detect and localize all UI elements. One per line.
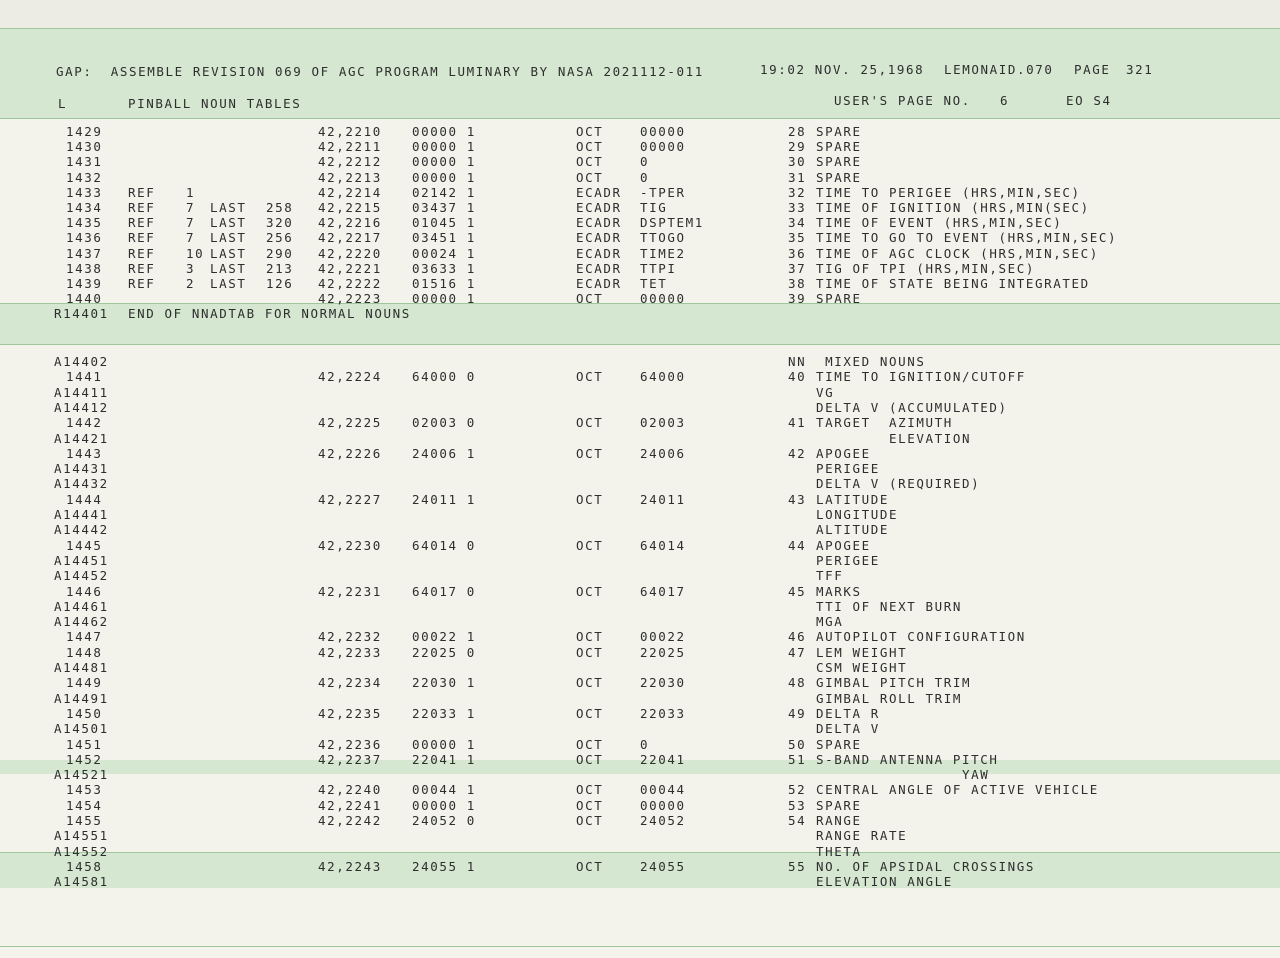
- operand: 22025: [640, 644, 686, 660]
- address: 42,2227: [318, 491, 382, 507]
- page-number: 321: [1126, 62, 1154, 77]
- word-value: 24055 1: [412, 858, 476, 874]
- seq-number: 1434: [66, 200, 103, 215]
- ref-label: REF: [128, 276, 156, 291]
- seq-number: A14431: [54, 461, 109, 477]
- last-number: 320: [266, 215, 294, 231]
- ref-label: REF: [128, 260, 156, 276]
- ref-count: 2: [186, 276, 196, 291]
- ref-label: REF: [128, 184, 156, 200]
- word-value: 03437 1: [412, 200, 476, 215]
- comment: TIME TO GO TO EVENT (HRS,MIN,SEC): [816, 230, 1118, 246]
- comment: TIG OF TPI (HRS,MIN,SEC): [816, 260, 1036, 276]
- word-value: 00024 1: [412, 245, 476, 261]
- comment: YAW: [816, 767, 990, 783]
- comment-number: 39: [788, 291, 807, 307]
- seq-number: A14411: [54, 384, 109, 400]
- word-value: 00000 1: [412, 169, 476, 185]
- seq-number: 1445: [66, 537, 103, 553]
- address: 42,2213: [318, 169, 382, 185]
- comment: TIME TO IGNITION/CUTOFF: [816, 369, 1026, 385]
- opcode: OCT: [576, 369, 604, 385]
- address: 42,2234: [318, 675, 382, 691]
- comment: CENTRAL ANGLE OF ACTIVE VEHICLE: [816, 782, 1099, 798]
- comment-number: 37: [788, 260, 807, 276]
- address: 42,2217: [318, 230, 382, 246]
- seq-number: A14402: [54, 354, 109, 369]
- seq-number: 1438: [66, 260, 103, 276]
- operand: 00022: [640, 629, 686, 645]
- ref-label: REF: [128, 215, 156, 231]
- seq-number: 1452: [66, 751, 103, 767]
- comment-number: 29: [788, 139, 807, 155]
- comment: SPARE: [816, 797, 862, 813]
- operand: 0: [640, 154, 650, 170]
- comment-number: 45: [788, 583, 807, 599]
- comment: THETA: [816, 843, 862, 859]
- operand: 0: [640, 169, 650, 185]
- seq-number: A14421: [54, 430, 109, 446]
- opcode: OCT: [576, 858, 604, 874]
- comment-number: 33: [788, 200, 807, 215]
- last-label: LAST: [210, 260, 247, 276]
- operand: DSPTEM1: [640, 215, 704, 231]
- comment-number: 41: [788, 415, 807, 431]
- operand: 24052: [640, 813, 686, 828]
- operand: 00000: [640, 124, 686, 139]
- opcode: OCT: [576, 154, 604, 170]
- address: 42,2210: [318, 124, 382, 139]
- opcode: ECADR: [576, 276, 622, 291]
- address: 42,2237: [318, 751, 382, 767]
- seq-number: 1443: [66, 445, 103, 461]
- comment: LONGITUDE: [816, 507, 899, 522]
- opcode: OCT: [576, 124, 604, 139]
- seq-number: A14441: [54, 507, 109, 522]
- word-value: 00000 1: [412, 736, 476, 752]
- comment: TIME OF STATE BEING INTEGRATED: [816, 276, 1090, 291]
- operand: 24006: [640, 445, 686, 461]
- address: 42,2231: [318, 583, 382, 599]
- comment-number: NN: [788, 354, 807, 369]
- comment: TTI OF NEXT BURN: [816, 598, 963, 614]
- operand: TIME2: [640, 245, 686, 261]
- seq-number: A14452: [54, 568, 109, 584]
- comment: DELTA V (REQUIRED): [816, 476, 981, 492]
- operand: 24011: [640, 491, 686, 507]
- word-value: 01045 1: [412, 215, 476, 231]
- opcode: ECADR: [576, 184, 622, 200]
- seq-number: A14491: [54, 690, 109, 706]
- rule-line: [0, 28, 1280, 29]
- comment: SPARE: [816, 139, 862, 155]
- comment-number: 38: [788, 276, 807, 291]
- word-value: 64000 0: [412, 369, 476, 385]
- operand: 02003: [640, 415, 686, 431]
- seq-number: 1444: [66, 491, 103, 507]
- word-value: 00000 1: [412, 291, 476, 307]
- comment-number: 49: [788, 705, 807, 721]
- comment: LATITUDE: [816, 491, 890, 507]
- ref-label: END OF NNADTAB FOR NORMAL NOUNS: [128, 306, 411, 321]
- opcode: OCT: [576, 797, 604, 813]
- opcode: OCT: [576, 139, 604, 155]
- last-label: LAST: [210, 230, 247, 246]
- seq-number: A14501: [54, 721, 109, 737]
- address: 42,2236: [318, 736, 382, 752]
- last-number: 213: [266, 260, 294, 276]
- word-value: 24006 1: [412, 445, 476, 461]
- address: 42,2214: [318, 184, 382, 200]
- word-value: 64017 0: [412, 583, 476, 599]
- address: 42,2221: [318, 260, 382, 276]
- seq-number: 1447: [66, 629, 103, 645]
- seq-number: A14461: [54, 598, 109, 614]
- opcode: OCT: [576, 491, 604, 507]
- seq-number: 1441: [66, 369, 103, 385]
- word-value: 22030 1: [412, 675, 476, 691]
- comment: GIMBAL ROLL TRIM: [816, 690, 963, 706]
- seq-number: 1429: [66, 124, 103, 139]
- seq-number: 1436: [66, 230, 103, 246]
- rule-line: [0, 946, 1280, 947]
- rule-line: [0, 852, 1280, 853]
- seq-number: 1450: [66, 705, 103, 721]
- operand: TIG: [640, 200, 668, 215]
- comment-number: 51: [788, 751, 807, 767]
- ref-label: REF: [128, 200, 156, 215]
- comment-number: 55: [788, 858, 807, 874]
- comment: APOGEE: [816, 537, 871, 553]
- listing-name: LEMONAID.070: [944, 62, 1054, 77]
- ref-count: 1: [186, 184, 196, 200]
- line-marker: L: [58, 96, 68, 111]
- seq-number: 1448: [66, 644, 103, 660]
- comment: ELEVATION ANGLE: [816, 874, 953, 890]
- ref-count: 7: [186, 200, 196, 215]
- seq-number: A14412: [54, 399, 109, 415]
- seq-number: A14521: [54, 767, 109, 783]
- comment-number: 53: [788, 797, 807, 813]
- section-title: PINBALL NOUN TABLES: [128, 96, 302, 111]
- opcode: OCT: [576, 629, 604, 645]
- seq-number: 1435: [66, 215, 103, 231]
- operand: 22041: [640, 751, 686, 767]
- seq-number: A14581: [54, 874, 109, 890]
- operand: TTOGO: [640, 230, 686, 246]
- rule-line: [0, 344, 1280, 345]
- comment: DELTA V (ACCUMULATED): [816, 399, 1008, 415]
- operand: 00000: [640, 797, 686, 813]
- comment: RANGE RATE: [816, 828, 908, 844]
- comment: MARKS: [816, 583, 862, 599]
- last-label: LAST: [210, 215, 247, 231]
- seq-number: 1442: [66, 415, 103, 431]
- opcode: OCT: [576, 291, 604, 307]
- user-page-label: USER'S PAGE NO.: [834, 93, 971, 108]
- word-value: 02142 1: [412, 184, 476, 200]
- operand: TET: [640, 276, 668, 291]
- ref-count: 7: [186, 230, 196, 246]
- opcode: OCT: [576, 583, 604, 599]
- word-value: 24011 1: [412, 491, 476, 507]
- address: 42,2243: [318, 858, 382, 874]
- last-number: 290: [266, 245, 294, 261]
- last-number: 258: [266, 200, 294, 215]
- operand: TTPI: [640, 260, 677, 276]
- opcode: ECADR: [576, 230, 622, 246]
- comment-number: 32: [788, 184, 807, 200]
- word-value: 00000 1: [412, 124, 476, 139]
- opcode: ECADR: [576, 245, 622, 261]
- comment: DELTA V: [816, 721, 880, 737]
- comment: AUTOPILOT CONFIGURATION: [816, 629, 1026, 645]
- seq-number: 1437: [66, 245, 103, 261]
- last-number: 126: [266, 276, 294, 291]
- comment-number: 42: [788, 445, 807, 461]
- operand: 24055: [640, 858, 686, 874]
- word-value: 22033 1: [412, 705, 476, 721]
- comment-number: 40: [788, 369, 807, 385]
- operand: -TPER: [640, 184, 686, 200]
- opcode: ECADR: [576, 200, 622, 215]
- address: 42,2225: [318, 415, 382, 431]
- comment-number: 44: [788, 537, 807, 553]
- listing-timestamp: 19:02 NOV. 25,1968: [760, 62, 925, 77]
- opcode: OCT: [576, 445, 604, 461]
- word-value: 00044 1: [412, 782, 476, 798]
- comment: NO. OF APSIDAL CROSSINGS: [816, 858, 1036, 874]
- seq-number: 1446: [66, 583, 103, 599]
- seq-number: 1458: [66, 858, 103, 874]
- word-value: 64014 0: [412, 537, 476, 553]
- word-value: 24052 0: [412, 813, 476, 828]
- word-value: 02003 0: [412, 415, 476, 431]
- comment: SPARE: [816, 169, 862, 185]
- opcode: OCT: [576, 782, 604, 798]
- comment-number: 28: [788, 124, 807, 139]
- user-page-number: 6: [1000, 93, 1010, 108]
- ref-count: 3: [186, 260, 196, 276]
- comment: PERIGEE: [816, 552, 880, 568]
- comment-number: 43: [788, 491, 807, 507]
- seq-number: A14432: [54, 476, 109, 492]
- comment: SPARE: [816, 736, 862, 752]
- address: 42,2211: [318, 139, 382, 155]
- operand: 64017: [640, 583, 686, 599]
- ref-label: REF: [128, 245, 156, 261]
- seq-number: 1449: [66, 675, 103, 691]
- word-value: 00000 1: [412, 797, 476, 813]
- comment: MIXED NOUNS: [816, 354, 926, 369]
- word-value: 00000 1: [412, 139, 476, 155]
- seq-number: 1433: [66, 184, 103, 200]
- opcode: OCT: [576, 675, 604, 691]
- comment: MGA: [816, 614, 844, 630]
- comment-number: 47: [788, 644, 807, 660]
- comment: RANGE: [816, 813, 862, 828]
- last-number: 256: [266, 230, 294, 246]
- seq-number: 1454: [66, 797, 103, 813]
- opcode: OCT: [576, 415, 604, 431]
- seq-number: 1451: [66, 736, 103, 752]
- seq-number: 1431: [66, 154, 103, 170]
- operand: 64014: [640, 537, 686, 553]
- listing-title: GAP: ASSEMBLE REVISION 069 OF AGC PROGRAM LUMINARY BY NASA 2021112-011: [56, 64, 704, 79]
- opcode: OCT: [576, 751, 604, 767]
- address: 42,2226: [318, 445, 382, 461]
- operand: 00044: [640, 782, 686, 798]
- comment: PERIGEE: [816, 461, 880, 477]
- operand: 64000: [640, 369, 686, 385]
- address: 42,2212: [318, 154, 382, 170]
- last-label: LAST: [210, 276, 247, 291]
- comment: SPARE: [816, 291, 862, 307]
- comment: ALTITUDE: [816, 522, 890, 538]
- comment: TIME TO PERIGEE (HRS,MIN,SEC): [816, 184, 1081, 200]
- comment: APOGEE: [816, 445, 871, 461]
- page-top-edge: [0, 0, 1280, 28]
- opcode: OCT: [576, 813, 604, 828]
- comment: TIME OF AGC CLOCK (HRS,MIN,SEC): [816, 245, 1099, 261]
- seq-number: 1455: [66, 813, 103, 828]
- word-value: 03451 1: [412, 230, 476, 246]
- operand: 00000: [640, 139, 686, 155]
- comment: VG: [816, 384, 835, 400]
- comment: LEM WEIGHT: [816, 644, 908, 660]
- operand: 22033: [640, 705, 686, 721]
- comment: S-BAND ANTENNA PITCH: [816, 751, 999, 767]
- opcode: OCT: [576, 537, 604, 553]
- comment-number: 46: [788, 629, 807, 645]
- opcode: ECADR: [576, 215, 622, 231]
- opcode: OCT: [576, 736, 604, 752]
- comment: SPARE: [816, 124, 862, 139]
- opcode: ECADR: [576, 260, 622, 276]
- comment: TIME OF EVENT (HRS,MIN,SEC): [816, 215, 1063, 231]
- comment: DELTA R: [816, 705, 880, 721]
- address: 42,2223: [318, 291, 382, 307]
- address: 42,2235: [318, 705, 382, 721]
- address: 42,2224: [318, 369, 382, 385]
- opcode: OCT: [576, 705, 604, 721]
- word-value: 03633 1: [412, 260, 476, 276]
- comment-number: 54: [788, 813, 807, 828]
- seq-number: 1432: [66, 169, 103, 185]
- seq-number: A14481: [54, 660, 109, 675]
- address: 42,2220: [318, 245, 382, 261]
- word-value: 00022 1: [412, 629, 476, 645]
- seq-number: A14451: [54, 552, 109, 568]
- seq-number: A14551: [54, 828, 109, 844]
- word-value: 22025 0: [412, 644, 476, 660]
- comment: GIMBAL PITCH TRIM: [816, 675, 972, 691]
- comment-number: 31: [788, 169, 807, 185]
- seq-number: A14552: [54, 843, 109, 859]
- comment-number: 30: [788, 154, 807, 170]
- operand: 00000: [640, 291, 686, 307]
- comment-number: 52: [788, 782, 807, 798]
- seq-number: 1453: [66, 782, 103, 798]
- last-label: LAST: [210, 200, 247, 215]
- rule-line: [0, 118, 1280, 119]
- seq-number: 1439: [66, 276, 103, 291]
- last-label: LAST: [210, 245, 247, 261]
- opcode: OCT: [576, 644, 604, 660]
- address: 42,2232: [318, 629, 382, 645]
- operand: 0: [640, 736, 650, 752]
- address: 42,2233: [318, 644, 382, 660]
- ref-count: 7: [186, 215, 196, 231]
- comment: TFF: [816, 568, 844, 584]
- comment-number: 50: [788, 736, 807, 752]
- address: 42,2230: [318, 537, 382, 553]
- comment-number: 34: [788, 215, 807, 231]
- address: 42,2222: [318, 276, 382, 291]
- address: 42,2241: [318, 797, 382, 813]
- comment: SPARE: [816, 154, 862, 170]
- ref-count: 10: [186, 245, 205, 261]
- opcode: OCT: [576, 169, 604, 185]
- seq-number: 1430: [66, 139, 103, 155]
- address: 42,2215: [318, 200, 382, 215]
- ref-label: REF: [128, 230, 156, 246]
- comment-number: 36: [788, 245, 807, 261]
- comment: TIME OF IGNITION (HRS,MIN(SEC): [816, 200, 1090, 215]
- word-value: 01516 1: [412, 276, 476, 291]
- word-value: 22041 1: [412, 751, 476, 767]
- seq-number: A14442: [54, 522, 109, 538]
- page-label: PAGE: [1074, 62, 1111, 77]
- address: 42,2240: [318, 782, 382, 798]
- operand: 22030: [640, 675, 686, 691]
- address: 42,2242: [318, 813, 382, 828]
- comment-number: 48: [788, 675, 807, 691]
- comment: ELEVATION: [816, 430, 972, 446]
- comment: CSM WEIGHT: [816, 660, 908, 675]
- seq-number: R14401: [54, 306, 109, 321]
- address: 42,2216: [318, 215, 382, 231]
- word-value: 00000 1: [412, 154, 476, 170]
- seq-number: 1440: [66, 291, 103, 307]
- comment-number: 35: [788, 230, 807, 246]
- comment: TARGET AZIMUTH: [816, 415, 953, 431]
- eo-code: EO S4: [1066, 93, 1112, 108]
- seq-number: A14462: [54, 614, 109, 630]
